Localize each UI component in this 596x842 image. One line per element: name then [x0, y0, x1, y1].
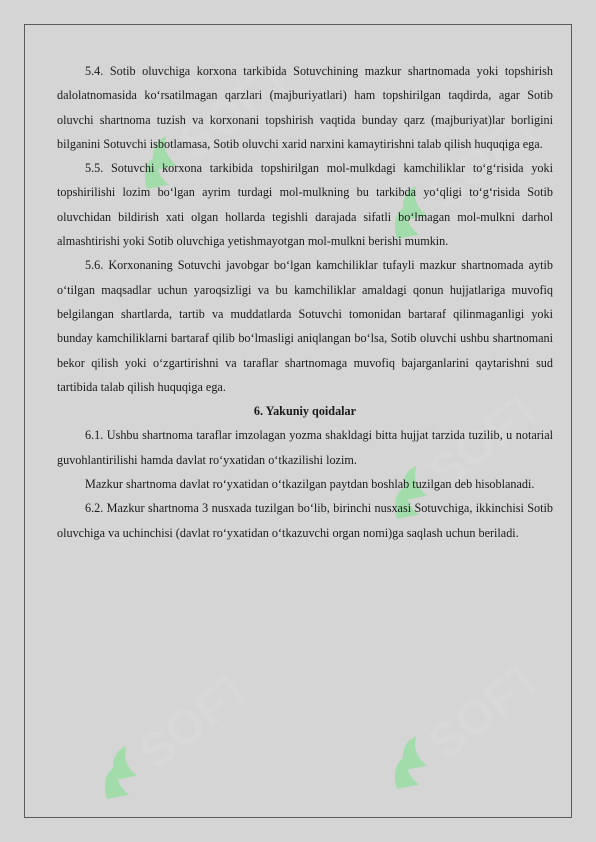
paragraph-5-5: 5.5. Sotuvchi korxona tarkibida topshirilgan mol-mulkdagi kamchiliklar to‘g‘risida yoki topshirilishi lozim bo‘lgan ayrim turdagi mol-mulkning bu tarkibda yo‘qligi to‘g‘risida Sotib oluvchidan bildirish xati olgan hollarda tegishli darajada sifatli bo‘lmagan mol-mulkni darhol almashtirishi yoki Sotib oluvchiga yetishmayotgan mol-mulkni berishi mumkin.: [57, 161, 553, 249]
watermark-text: SOFT: [129, 659, 263, 781]
section-heading-6: 6. Yakuniy qoidalar: [253, 404, 357, 419]
document-body: [57, 59, 553, 545]
paragraph-5-4: 5.4. Sotib oluvchiga korxona tarkibida Sotuvchining mazkur shartnomada yoki topshirish dalolatnomasida ko‘rsatilmagan qarzlari (majburiyatlari) ham topshirilgan taqdirda, agar Sotib oluvchi shartnoma tuzish va korxonani topshirish vaqtida bunday qarz (majburiyat)lar borligini bilganini Sotuvchi isbotlamasa, Sotib oluvchi xarid narxini kamaytirishni talab qilish huquqiga ega.: [57, 64, 553, 151]
paragraph-6-2: 6.2. Mazkur shartnoma 3 nusxada tuzilgan bo‘lib, birinchi nusxasi Sotuvchiga, ikkinchisi Sotib oluvchiga va uchinchisi (davlat ro‘yxatidan o‘tkazuvchi organ nomi)ga saqlash uchun beriladi.: [57, 501, 553, 540]
paragraph-6-1-continued: Mazkur shartnoma davlat ro‘yxatidan o‘tkazilgan paytdan boshlab tuzilgan deb hisoblanadi.: [85, 477, 535, 492]
paragraph-5-6: 5.6. Korxonaning Sotuvchi javobgar bo‘lgan kamchiliklar tufayli mazkur shartnomada aytib o‘tilgan maqsadlar uchun yaroqsizligi va bu kamchiliklar amaldagi qonun hujjatlariga muvofiq belgilangan shartlarda, tartib va muddatlarda Sotuvchi tomonidan bartaraf qilinmaganligi yoki bunday kamchiliklarni bartaraf qilib bo‘lmasligi aniqlangan bo‘lsa, Sotib oluvchi ushbu shartnomani bekor qilish yoki o‘zgartirishni va taraflar shartnomaga muvofiq bajarganlarini qaytarishni sud tartibida talab qilish huquqiga ega.: [57, 258, 553, 394]
watermark-text: SOFT: [169, 49, 303, 171]
watermark-text: SOFT: [419, 649, 553, 771]
watermark-logo: [338, 629, 562, 818]
paragraph-6-1: 6.1. Ushbu shartnoma taraflar imzolagan yozma shakldagi bitta hujjat tarzida tuzilib, u notarial guvohlantirilishi hamda davlat ro‘yxatidan o‘tkazilishi lozim.: [57, 428, 553, 467]
watermark-logo: [48, 639, 272, 818]
watermark-text: SOFT: [419, 99, 553, 221]
watermark-text: SOFT: [419, 379, 553, 501]
document-page: [24, 24, 572, 818]
